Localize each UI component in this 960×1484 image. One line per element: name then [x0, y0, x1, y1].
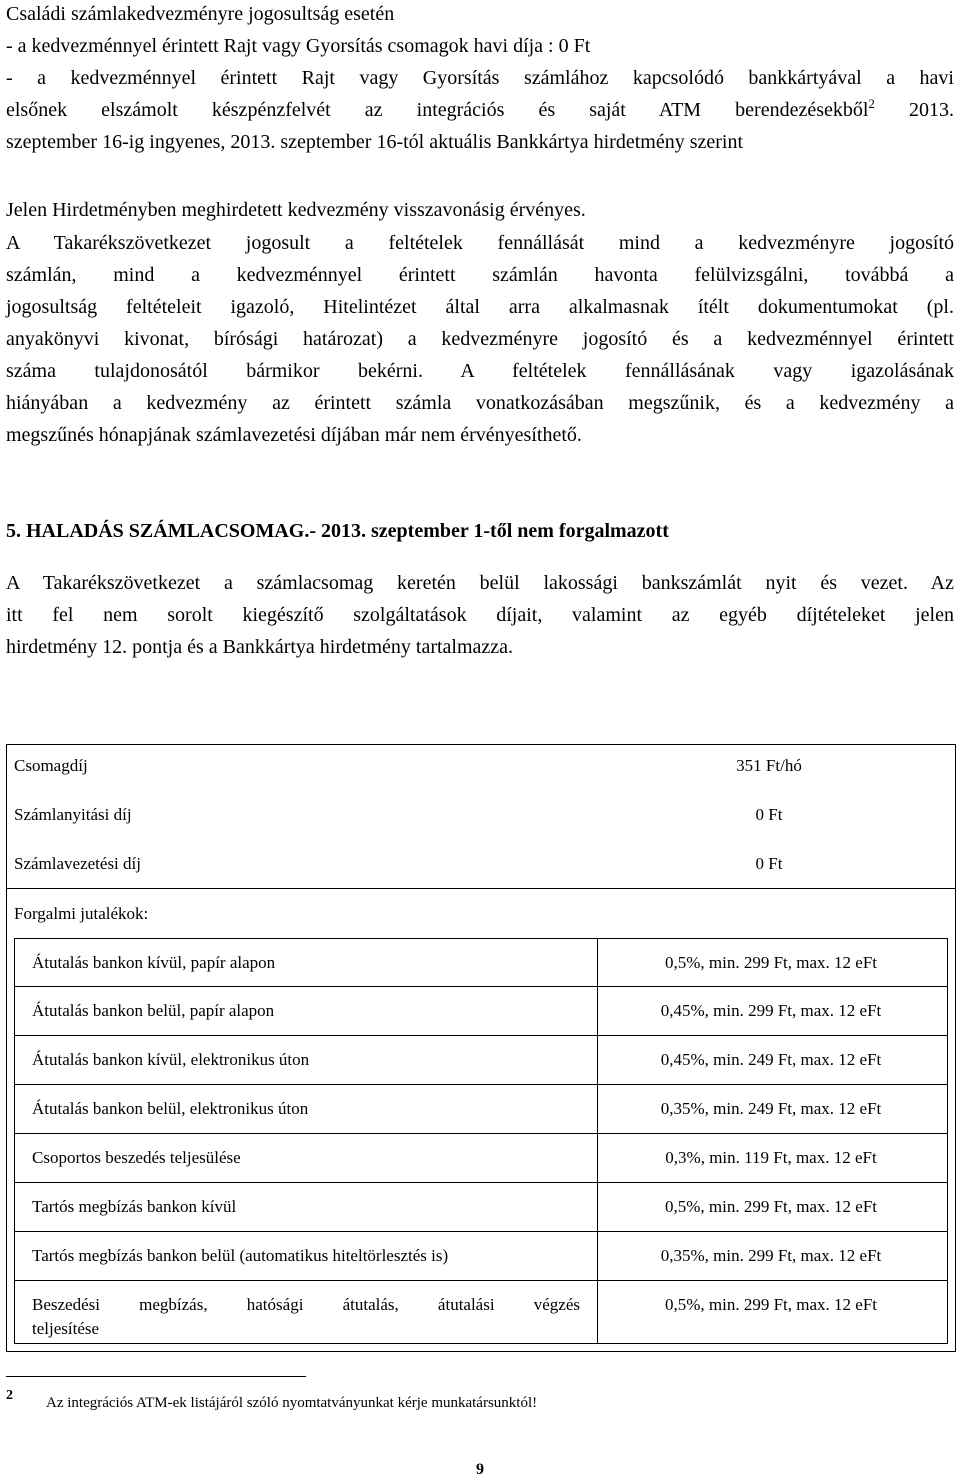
commission-label: Csoportos beszedés teljesülése	[32, 1148, 241, 1167]
table-divider	[6, 888, 956, 889]
paragraph-line: hiányában a kedvezmény az érintett számla vonatkozásában megszűnik, és a kedvezmény a	[6, 392, 954, 414]
commission-label: Átutalás bankon kívül, elektronikus úton	[32, 1050, 310, 1069]
commission-value: 0,35%, min. 249 Ft, max. 12 eFt	[660, 1099, 882, 1118]
row-label-maintenance-fee: Számlavezetési díj	[14, 854, 141, 873]
commission-row	[14, 1182, 948, 1232]
commission-row	[14, 1133, 948, 1183]
commission-row	[14, 1280, 948, 1344]
commission-label-line-2: teljesítése	[32, 1319, 100, 1338]
row-value-package-fee: 351 Ft/hó	[736, 756, 802, 775]
commission-label: Átutalás bankon kívül, papír alapon	[32, 952, 276, 972]
section-heading: 5. HALADÁS SZÁMLACSOMAG.- 2013. szeptember 1-től nem forgalmazott	[6, 520, 669, 542]
intro-line-4-year: 2013.	[874, 99, 955, 121]
commission-label: Átutalás bankon belül, papír alapon	[32, 1001, 275, 1020]
commission-row	[14, 1084, 948, 1134]
commission-value: 0,5%, min. 299 Ft, max. 12 eFt	[664, 953, 878, 972]
commission-row	[14, 1231, 948, 1281]
commission-label: Átutalás bankon belül, elektronikus úton	[32, 1099, 309, 1118]
paragraph-line: száma tulajdonosától bármikor bekérni. A feltételek fennállásának vagy igazolásának	[6, 360, 954, 382]
paragraph-line: jogosultság feltételeit igazoló, Hitelintézet által arra alkalmasnak ítélt dokumentumokat (pl.	[6, 296, 954, 318]
commission-value: 0,5%, min. 299 Ft, max. 12 eFt	[664, 1197, 878, 1216]
commission-value: 0,45%, min. 299 Ft, max. 12 eFt	[660, 1001, 882, 1020]
commissions-subheading: Forgalmi jutalékok:	[14, 904, 149, 923]
paragraph-line: A Takarékszövetkezet jogosult a feltételek fennállását mind a kedvezményre jogosító	[6, 232, 954, 254]
commission-value: 0,45%, min. 249 Ft, max. 12 eFt	[660, 1050, 882, 1069]
footnote-rule	[6, 1376, 306, 1377]
page-number: 9	[476, 1461, 484, 1478]
commission-label	[32, 1293, 580, 1341]
commission-value: 0,35%, min. 299 Ft, max. 12 eFt	[660, 1246, 882, 1265]
commission-value: 0,5%, min. 299 Ft, max. 12 eFt	[664, 1295, 878, 1314]
section-line: itt fel nem sorolt kiegészítő szolgáltatások díjait, valamint az egyéb díjtételeket jelen	[6, 604, 954, 626]
row-value-maintenance-fee: 0 Ft	[755, 854, 783, 873]
intro-line-3: - a kedvezménnyel érintett Rajt vagy Gyorsítás számlához kapcsolódó bankkártyával a havi	[6, 67, 954, 89]
footnote-reference: 2	[868, 96, 875, 111]
commission-row	[14, 1035, 948, 1085]
commission-label-line-1: Beszedési megbízás, hatósági átutalás, átutalási végzés	[32, 1295, 580, 1314]
intro-line-1: Családi számlakedvezményre jogosultság esetén	[6, 3, 395, 25]
commission-row	[14, 938, 948, 987]
footnote-text: Az integrációs ATM-ek listájáról szóló nyomtatványunkat kérje munkatársunktól!	[46, 1395, 538, 1411]
intro-line-2: - a kedvezménnyel érintett Rajt vagy Gyorsítás csomagok havi díja : 0 Ft	[6, 35, 591, 57]
paragraph-line: anyakönyvi kivonat, bírósági határozat) a kedvezményre jogosító és a kedvezménnyel érintett	[6, 328, 954, 350]
commission-label: Tartós megbízás bankon belül (automatikus hiteltörlesztés is)	[32, 1246, 449, 1265]
commission-value: 0,3%, min. 119 Ft, max. 12 eFt	[665, 1148, 877, 1167]
intro-line-5: szeptember 16-ig ingyenes, 2013. szeptember 16-tól aktuális Bankkártya hirdetmény szerint	[6, 131, 744, 153]
row-value-opening-fee: 0 Ft	[755, 805, 783, 824]
row-label-opening-fee: Számlanyitási díj	[14, 805, 132, 824]
section-line: hirdetmény 12. pontja és a Bankkártya hirdetmény tartalmazza.	[6, 636, 514, 658]
validity-note: Jelen Hirdetményben meghirdetett kedvezmény visszavonásig érvényes.	[6, 199, 586, 221]
commission-row	[14, 986, 948, 1036]
paragraph-line: számlán, mind a kedvezménnyel érintett számlán havonta felülvizsgálni, továbbá a	[6, 264, 954, 286]
intro-line-4	[6, 98, 954, 122]
section-line: A Takarékszövetkezet a számlacsomag keretén belül lakossági bankszámlát nyit és vezet. Az	[6, 572, 954, 594]
paragraph-line: megszűnés hónapjának számlavezetési díjában már nem érvényesíthető.	[6, 424, 582, 446]
intro-line-4-text: elsőnek elszámolt készpénzfelvét az integrációs és saját ATM berendezésekből	[6, 99, 869, 121]
row-label-package-fee: Csomagdíj	[14, 756, 88, 775]
footnote-mark: 2	[6, 1388, 13, 1403]
commission-label: Tartós megbízás bankon kívül	[32, 1197, 237, 1216]
